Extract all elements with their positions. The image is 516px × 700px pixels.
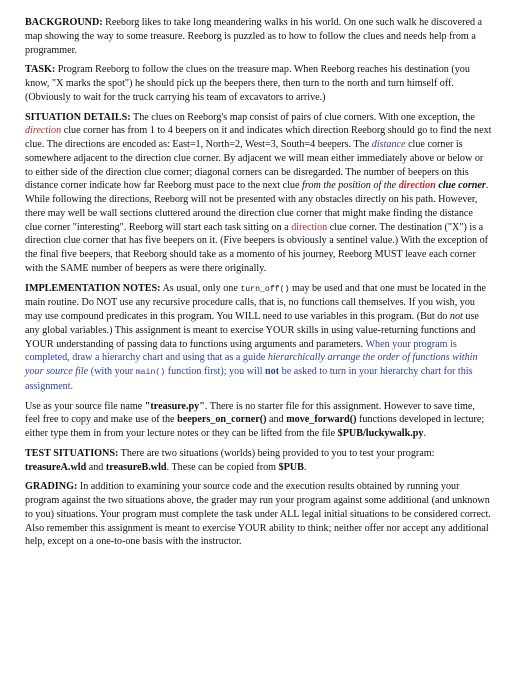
main-code: main() [135, 368, 166, 377]
hierarchy-not-emphasis: not [265, 366, 280, 377]
direction-term: direction [291, 221, 328, 233]
turn-off-code: turn_off() [240, 284, 290, 294]
situation-paragraph [25, 111, 492, 276]
source-text-4: functions developed in lecture; either type them in from your lecture notes or they can be lifted from the file [25, 414, 485, 439]
hierarchy-note-4: function first); you will [165, 366, 266, 377]
test-paragraph [25, 447, 492, 475]
task-heading: TASK: [25, 64, 56, 76]
direction-term: direction [398, 180, 436, 192]
pub-path: $PUB [278, 461, 304, 473]
hierarchy-note-2: hierarchically arrange the order of functions within your source file [25, 352, 478, 377]
test-text-1: There are two situations (worlds) being provided to you to test your program: [118, 447, 435, 459]
source-text-1: Use as your source file name [25, 400, 145, 412]
background-heading: BACKGROUND: [25, 17, 103, 28]
beepers-function-name: beepers_on_corner() [177, 414, 267, 426]
grading-paragraph [25, 480, 492, 549]
situation-text-1: The clues on Reeborg's map consist of pairs of clue corners. With one exception, the [130, 111, 475, 123]
situation-text-7: clue corner. The destination ("X") is a direction clue corner that has five beepers on it. (Five beepers is obviously a sentinel value.) With the exception of the final five beepers, that Reeborg should take as a momento of his journey, Reeborg MUST leave each corner with the SAME number of beepers as were there originally. [25, 221, 489, 274]
background-paragraph [25, 16, 492, 57]
test-text-3: . These can be copied from [166, 461, 279, 473]
situation-heading: SITUATION DETAILS: [25, 111, 131, 123]
source-filename: "treasure.py" [144, 400, 205, 412]
grading-heading: GRADING: [25, 481, 78, 493]
grading-text: In addition to examining your source code and the execution results obtained by running your program against the two situations above, the grader may run your program against some additional (and unknown to you) situations. Your program must complete the task under ALL legal initial situations to be considered correct. Also remember this assignment is meant to exercise YOUR ability to think; neither offer nor accept any additional help, except on a one-to-one basis with the instructor. [25, 481, 491, 548]
hierarchy-note-5: be asked to turn in your hierarchy chart for this assignment. [25, 366, 473, 392]
source-text-2: . There is no starter file for this assignment. However to save time, feel free to copy and make use of the [25, 400, 475, 426]
test-text-2: and [86, 461, 106, 473]
source-text-3: and [266, 414, 287, 426]
task-paragraph [25, 63, 492, 104]
background-text: Reeborg likes to take long meandering walks in his world. On one such walk he discovered a map showing the way to some treasure. Reeborg is puzzled as to how to follow the clues and needs help from a programmer. [25, 17, 483, 56]
source-file-paragraph [25, 400, 492, 441]
impl-text-3: use any global variables.) This assignment is meant to exercise YOUR skills in using value-returning functions and YOUR understanding of passing data to functions using arguments and parameters. [25, 311, 479, 350]
impl-text-2: may be used and that one must be located in the main routine. Do NOT use any recursive procedure calls, that is, no functions call themselves. If you wish, you may use compound predicates in this program. You WILL need to use variables in this program. (But do [25, 282, 487, 322]
situation-text-4: from the position of the [302, 180, 399, 192]
impl-text-1: As usual, only one [160, 282, 241, 294]
source-text-5: . [423, 428, 426, 439]
hierarchy-note-1: When your program is completed, draw a hierarchy chart and using that as a guide [25, 338, 457, 364]
luckywalk-path: $PUB/luckywalk.py [337, 428, 424, 439]
hierarchy-note-3: (with your [88, 366, 136, 377]
distance-term: distance [371, 139, 406, 150]
situation-text-5: clue corner [435, 180, 486, 192]
direction-term: direction [25, 125, 62, 137]
test-text-4: . [303, 461, 307, 473]
world-b-name: treasureB.wld [105, 461, 167, 473]
implementation-paragraph [25, 282, 492, 394]
implementation-heading: IMPLEMENTATION NOTES: [25, 282, 161, 294]
situation-text-2: clue corner has from 1 to 4 beepers on it and indicates which direction Reeborg should go to find the next clue. The directions are encoded as: East=1, North=2, West=3, South=4 beepers. The [25, 125, 492, 150]
move-function-name: move_forward() [286, 414, 357, 426]
task-text: Program Reeborg to follow the clues on the treasure map. When Reeborg reaches his destination (you know, "X marks the spot") he should pick up the beepers there, then turn to the north and turn himself off. (Obviously to wait for the truck carrying his team of excavators to arrive.) [25, 64, 470, 103]
test-heading: TEST SITUATIONS: [25, 447, 119, 459]
situation-text-3: clue corner is somewhere adjacent to the direction clue corner. By adjacent we will mean either immediately above or below or to either side of the direction clue corner; diagonal corners can be disregarded. The number of beepers on this distance corner indicate how far Reeborg must pace to the next clue [25, 139, 484, 192]
world-a-name: treasureA.wld [25, 461, 87, 473]
situation-text-6: . While following the directions, Reeborg will not be presented with any obstacles directly on his path. However, there may well be wall sections cluttered around the direction clue corner that might make finding the distance clue corner "interesting". Reeborg will start each task sitting on a [25, 180, 489, 233]
not-emphasis: not [449, 311, 463, 322]
